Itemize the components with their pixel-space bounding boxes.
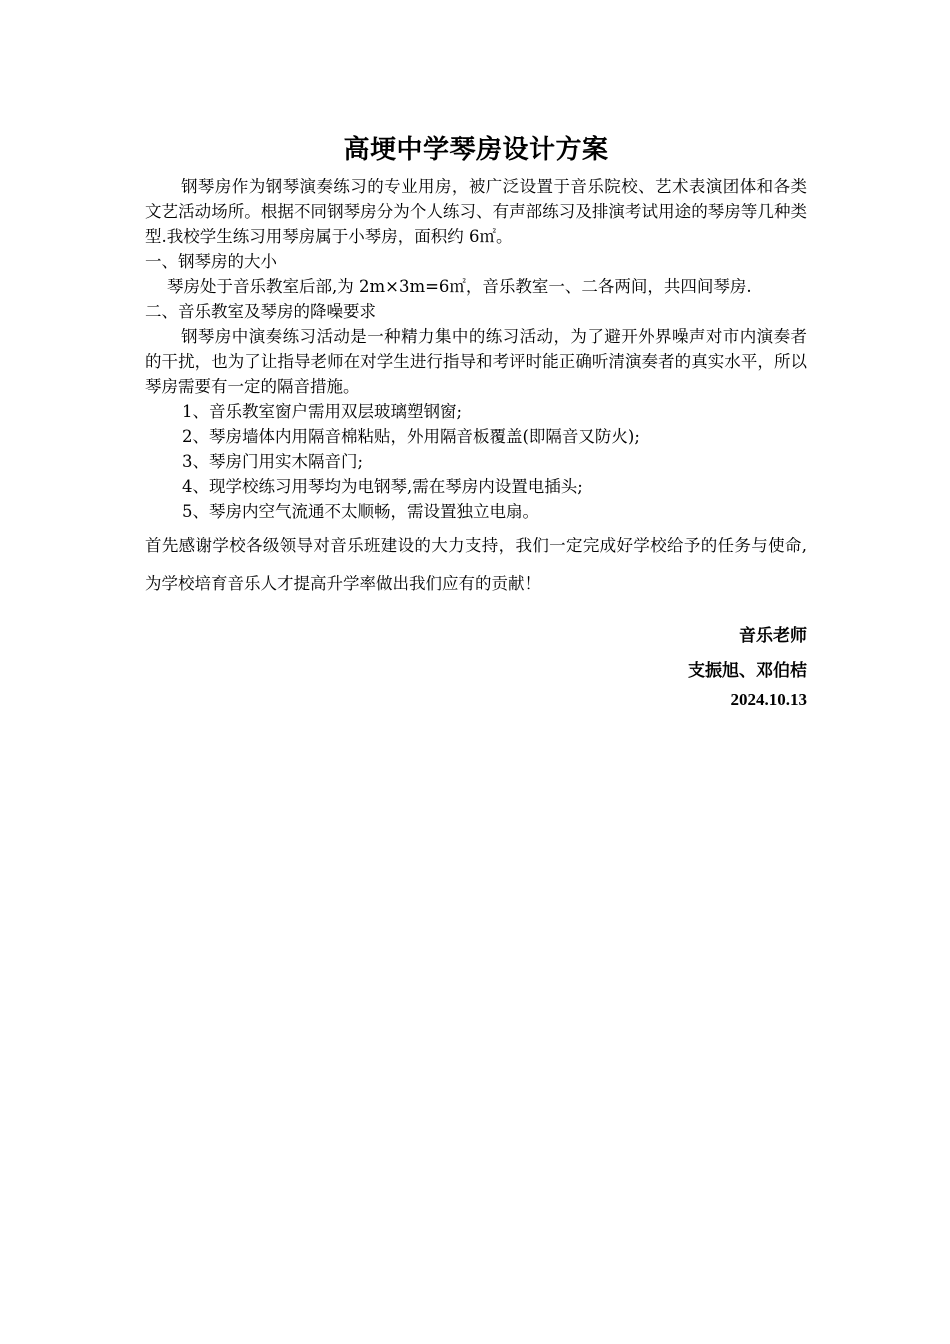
document-body	[145, 174, 807, 603]
signature-names: 支振旭、邓伯桔	[688, 661, 807, 681]
list-item: 4、现学校练习用琴均为电钢琴,需在琴房内设置电插头;	[182, 477, 583, 496]
list-item: 1、音乐教室窗户需用双层玻璃塑钢窗;	[182, 402, 463, 421]
list-item: 3、琴房门用实木隔音门;	[182, 452, 364, 471]
section1-paragraph: 琴房处于音乐教室后部,为 2m×3m=6㎡，音乐教室一、二各两间，共四间琴房.	[167, 277, 752, 296]
section1-heading: 一、钢琴房的大小	[145, 252, 277, 271]
section2-heading: 二、音乐教室及琴房的降噪要求	[145, 302, 376, 321]
signature-date: 2024.10.13	[730, 690, 807, 709]
document-title: 高埂中学琴房设计方案	[343, 135, 609, 165]
signature-role: 音乐老师	[739, 626, 807, 646]
list-item: 5、琴房内空气流通不太顺畅，需设置独立电扇。	[182, 502, 539, 521]
section2-paragraph: 钢琴房中演奏练习活动是一种精力集中的练习活动，为了避开外界噪声对市内演奏者的干扰，也为了让指导老师在对学生进行指导和考评时能正确听清演奏者的真实水平，所以琴房需要有一定的隔音措施。	[145, 327, 807, 396]
intro-paragraph: 钢琴房作为钢琴演奏练习的专业用房，被广泛设置于音乐院校、艺术表演团体和各类文艺活动场所。根据不同钢琴房分为个人练习、有声部练习及排演考试用途的琴房等几种类型.我校学生练习用琴房属于小琴房，面积约 6㎡。	[145, 177, 807, 246]
list-item: 2、琴房墙体内用隔音棉粘贴，外用隔音板覆盖(即隔音又防火);	[182, 427, 640, 446]
closing-paragraph: 首先感谢学校各级领导对音乐班建设的大力支持，我们一定完成好学校给予的任务与使命,为学校培育音乐人才提高升学率做出我们应有的贡献！	[145, 536, 807, 593]
